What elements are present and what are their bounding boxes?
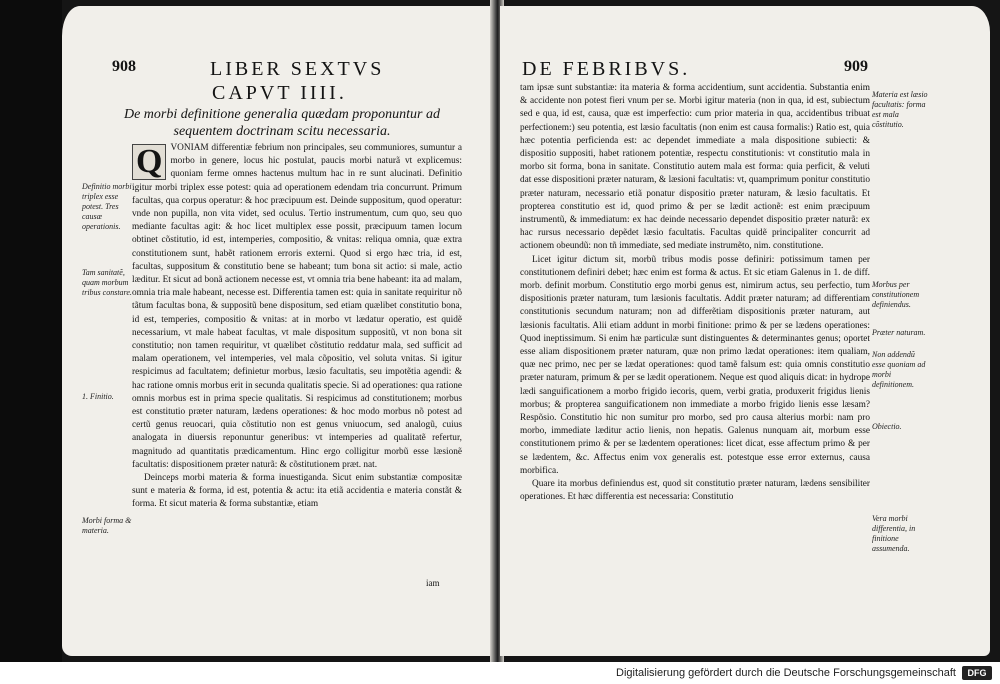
- left-page: [62, 6, 492, 656]
- viewer-footer: [0, 662, 1000, 684]
- right-page: [500, 6, 990, 656]
- margin-note: Præter naturam.: [872, 328, 926, 337]
- margin-note: Vera morbi differentia, in finitione assumenda.: [872, 514, 916, 553]
- scan-border: [0, 0, 62, 662]
- margin-note: Obiectio.: [872, 422, 902, 431]
- margin-note: Definitio morbi triplex esse potest. Tres causæ operationis.: [82, 182, 132, 231]
- left-chapter-heading: CAPVT IIII.: [212, 82, 347, 104]
- chapter-title-line-2: sequentem doctrinam scitu necessaria.: [173, 124, 391, 139]
- paragraph: Licet igitur dictum sit, morbũ tribus modis posse definiri: potissimum tamen per constitutionem definiri debet; hæc enim est forma & actus. Et sic etiam Galenus in 1. de diff. morb. definit morbum. Constitutio ergo morbi genus est, nimirum actus, seu perfectio, tum dispositionis præter naturam, tum læsionis facultatis. Addit præter naturam; ad differentiam constitutionis secundum naturam; non ad differẽtiam dispositionis præter naturam, aut læsionis facultatis. Alii etiam addunt in morbi finitione: primo & per se lædens operationes: Quod ineptissimum. Si enim hæ particulæ sunt distinguentes & determinantes genus; oportet esse aliam dispositionem præter naturam, quæ non primo lædat operationes: item qualiam, quæ nec primo, nec per se lædat operationes: quod tamẽ falsum est: quia omnis constitutio præter naturam, primum & per se lædit operationem. Neque est quod aliquis dicat: in hydrope lædi sanguificationem a morbo frigido iecoris, quem, verbi gratia, produxerit frigidus lienis morbus; & propterea sanguificationem non immediate a morbo frigido lienis esse læsam? Respõsio. Constitutio hic non sumitur pro morbo, sed pro causa alterius morbi: nam pro morbo, immediate læditur actio lienis, non hepatis. Galenus nunquam ait, morbum esse constitutionem primo & per se lædentem operationes: licet dicat, esse affectum primo & per se lædentem, &c. Affectus enim vox generalis est. potestque esse error externus, causa morbifica.: [520, 254, 870, 476]
- catchword: iam: [426, 578, 440, 588]
- paragraph: Deinceps morbi materia & forma inuestiganda. Sicut enim substantiæ compositæ sunt e materia & forma, id est, potentia & actu: ita etiã accidentia e materia constãt & forma. Et sicut materia & forma substantiæ, etiam: [132, 473, 462, 510]
- funding-credit: Digitalisierung gefördert durch die Deutsche Forschungsgemeinschaft: [616, 667, 956, 679]
- margin-note: Morbus per constitutionem definiendus.: [872, 280, 920, 309]
- chapter-title: [102, 106, 462, 140]
- paragraph: Quare ita morbus definiendus est, quod sit constitutio præter naturam, lædens sensibiliter operationes. Et hæc differentia est necessaria: Constitutio: [520, 479, 870, 503]
- paragraph: tam ipsæ sunt substantiæ: ita materia & forma accidentium, sunt accidentia. Substantia enim & accidente non potest fieri vnum per se. Morbi igitur materia (non in qua, id est, subiectum sed e qua, id est, causa, quæ est imperfectio: cum prior materia in qua, accidentibus tribuat perfectionem:) seu potentia, est læsio facultatis (non enim est causa formalis:) Ratio est, quia hæc potentia perficienda est: ac dependet immediate a mala dispositione subiecti: & dispositio suppositi, habet rationem potentiæ, respectu constitutionis: vt constitutio mala in morbo sit forma, bona in sanitate. Constitutio autem mala est forma: quia perficit, & veluti dat esse dispositioni præter naturam, & læsioni facultatis: vt, quamprimum ponitur constitutio præter naturam, necessario etiã ponatur dispositio præter naturam, & læsio facultatis. Et propterea constitutio est id, quod primo & per se lædit actionẽ: est enim præcipuum instrumentũ, & immediatum: ex hac deinde necessario dependet dispositio præter naturã: ex hac rursus necessario depẽdet læsio facultatis. Facultas quidẽ principaliter concurrit ad actionem obeundũ: non tñ immediate, sed mediate instrumẽto, nim. constitutione.: [520, 83, 870, 252]
- margin-note: Materia est læsio facultatis: forma est mala cõstitutio.: [872, 90, 928, 129]
- left-running-head: LIBER SEXTVS: [210, 58, 385, 80]
- margin-note: Tam sanitatẽ, quam morbum tribus constare.: [82, 268, 132, 297]
- left-body-text: [132, 142, 462, 570]
- paragraph: Q VONIAM differentiæ febrium non principales, seu communiores, sumuntur a morbo in genere, locus hic postulat, paucis morbi naturã vt explicemus: quoniam ferme omnes hactenus multum hac in re sunt alucinati. Definitio igitur morbi triplex esse potest: quia ad operationem edendam tria concurrunt. Primum facultas, qua corpus operatur: & hoc præcipuum est. Deinde suppositum, quod operatur: vnde non pupilla, non vita videt, sed oculus. Tertio instrumentum, cum quo, seu quo mediante facultas agit: & hoc licet multiplex esse possit, præcipuum tamen locum obtinet cõstitutio, id est, intemperies, compositio, & vnitas: reliqua omnia, quæ extra constitutionem sunt, habẽt rationem erroris externi. Quod si ergo hæc tria, id est, facultas, suppositum & constitutio bene se habeant; tum bona sit actio: si male, actio læditur. Et sicut ad bonã actionem necesse est, vt omnia tria bene habeant: ita ad malam, omnia tria male habeant, necesse est. Differentia tamen est: quia in sanitate requiritur nõ tãtum facultas bona, & suppositũ bene dispositum, sed etiam quælibet constitutio bona, id est, temperies, compositio & vnitas: at in morbo vt lædatur operatio, est quidẽ necessarium, vt male habeat facultas, vt male dispositum suppositũ, vt non bona sit constitutio; non tamen requiritur, vt quælibet cõstitutio reddatur mala, sed sufficit ad malam operationem, vel intemperies, vel mala cõpositio, vel soluta vnitas. Si igitur respicimus ad facultatem; definietur morbus, læsio facultatis, seu impotẽtia agendi: & hac ratione omnis morbus erit in secunda qualitatis specie. Si ad operationes: qua ratione omnis morbus est in prima specie qualitatis. Si respicimus ad constitutionem; morbus est constitutio præter naturam, lædens operationes: & hoc modo morbus nõ potest ad certũ genus reuocari, quia cõstitutio non est genus vniuocum, sed analogũ, cuius analogata in diuersis reponuntur generibus: vt intemperies ad qualitatẽ refertur, magnitudo ad quantitatis prædicamentum. Hinc ergo colligitur morbũ esse læsionẽ facultatis: dispositionem præter naturã: & cõstitutionem præt. nat.: [132, 143, 462, 470]
- left-folio: 908: [112, 58, 136, 75]
- dfg-logo: DFG: [962, 666, 992, 680]
- chapter-title-line-1: De morbi definitione generalia quædam proponuntur ad: [123, 107, 441, 122]
- drop-cap: Q: [132, 144, 166, 180]
- right-running-head: DE FEBRIBVS.: [522, 58, 691, 80]
- margin-note: Non addendũ esse quoniam ad morbi definitionem.: [872, 350, 926, 389]
- right-folio: 909: [844, 58, 868, 75]
- margin-note: Morbi forma & materia.: [82, 516, 132, 535]
- right-body-text: [520, 82, 870, 552]
- margin-note: 1. Finitio.: [82, 392, 114, 401]
